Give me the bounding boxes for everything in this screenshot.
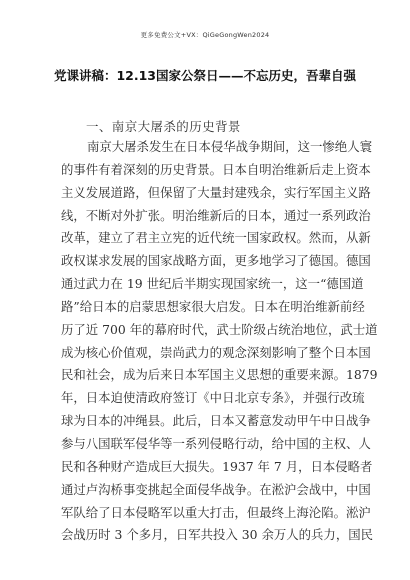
header-note: 更多免费公文+VX：QiGeGongWen2024 xyxy=(140,31,270,39)
paragraph-line: 年，日本迫使清政府签订《中日北京专条》，并强行改琉 xyxy=(61,390,365,406)
paragraph-line: 通过卢沟桥事变挑起全面侵华战争。在淞沪会战中，中国 xyxy=(61,481,371,497)
paragraph-line: 成为核心价值观，崇尚武力的观念深刻影响了整个日本国 xyxy=(61,344,371,360)
body-paragraph xyxy=(61,136,378,547)
paragraph-line: 军队给了日本侵略军以重大打击，但最终上海沦陷。淞沪 xyxy=(61,504,371,520)
paragraph-line: 线，不断对外扩张。明治维新后的日本，通过一系列政治 xyxy=(61,207,371,223)
paragraph-line: 改革，建立了君主立宪的近代统一国家政权。然而，从新 xyxy=(61,230,371,246)
paragraph-line: 通过武力在 19 世纪后半期实现国家统一，这一“德国道 xyxy=(61,276,364,292)
paragraph-line: 会战历时 3 个多月，日军共投入 30 余万人的兵力，国民 xyxy=(61,527,373,543)
section-heading: 一、南京大屠杀的历史背景 xyxy=(86,119,241,134)
paragraph-line: 球为日本的冲绳县。此后，日本又蓄意发动甲午中日战争 xyxy=(61,413,371,429)
paragraph-line: 参与八国联军侵华等一系列侵略行动，给中国的主权、人 xyxy=(61,435,371,451)
paragraph-line: 民和各种财产造成巨大损失。1937 年 7 月，日本侵略者 xyxy=(61,458,373,474)
paragraph-line: 的事件有着深刻的历史背景。日本自明治维新后走上资本 xyxy=(61,161,371,177)
paragraph-line: 历了近 700 年的幕府时代，武士阶级占统治地位，武士道 xyxy=(61,321,378,337)
paragraph-line: 民和社会，成为后来日本军国主义思想的重要来源。1879 xyxy=(61,367,378,383)
document-title: 党课讲稿：12.13国家公祭日——不忘历史，吾辈自强 xyxy=(53,68,357,83)
paragraph-line: 南京大屠杀发生在日本侵华战争期间，这一惨绝人寰 xyxy=(87,139,372,154)
paragraph-line: 主义发展道路，但保留了大量封建残余，实行军国主义路 xyxy=(61,184,371,200)
paragraph-line: 政权谋求发展的国家战略方面，更多地学习了德国。德国 xyxy=(61,253,371,269)
paragraph-line: 路”给日本的启蒙思想家很大启发。日本在明治维新前经 xyxy=(61,298,365,314)
